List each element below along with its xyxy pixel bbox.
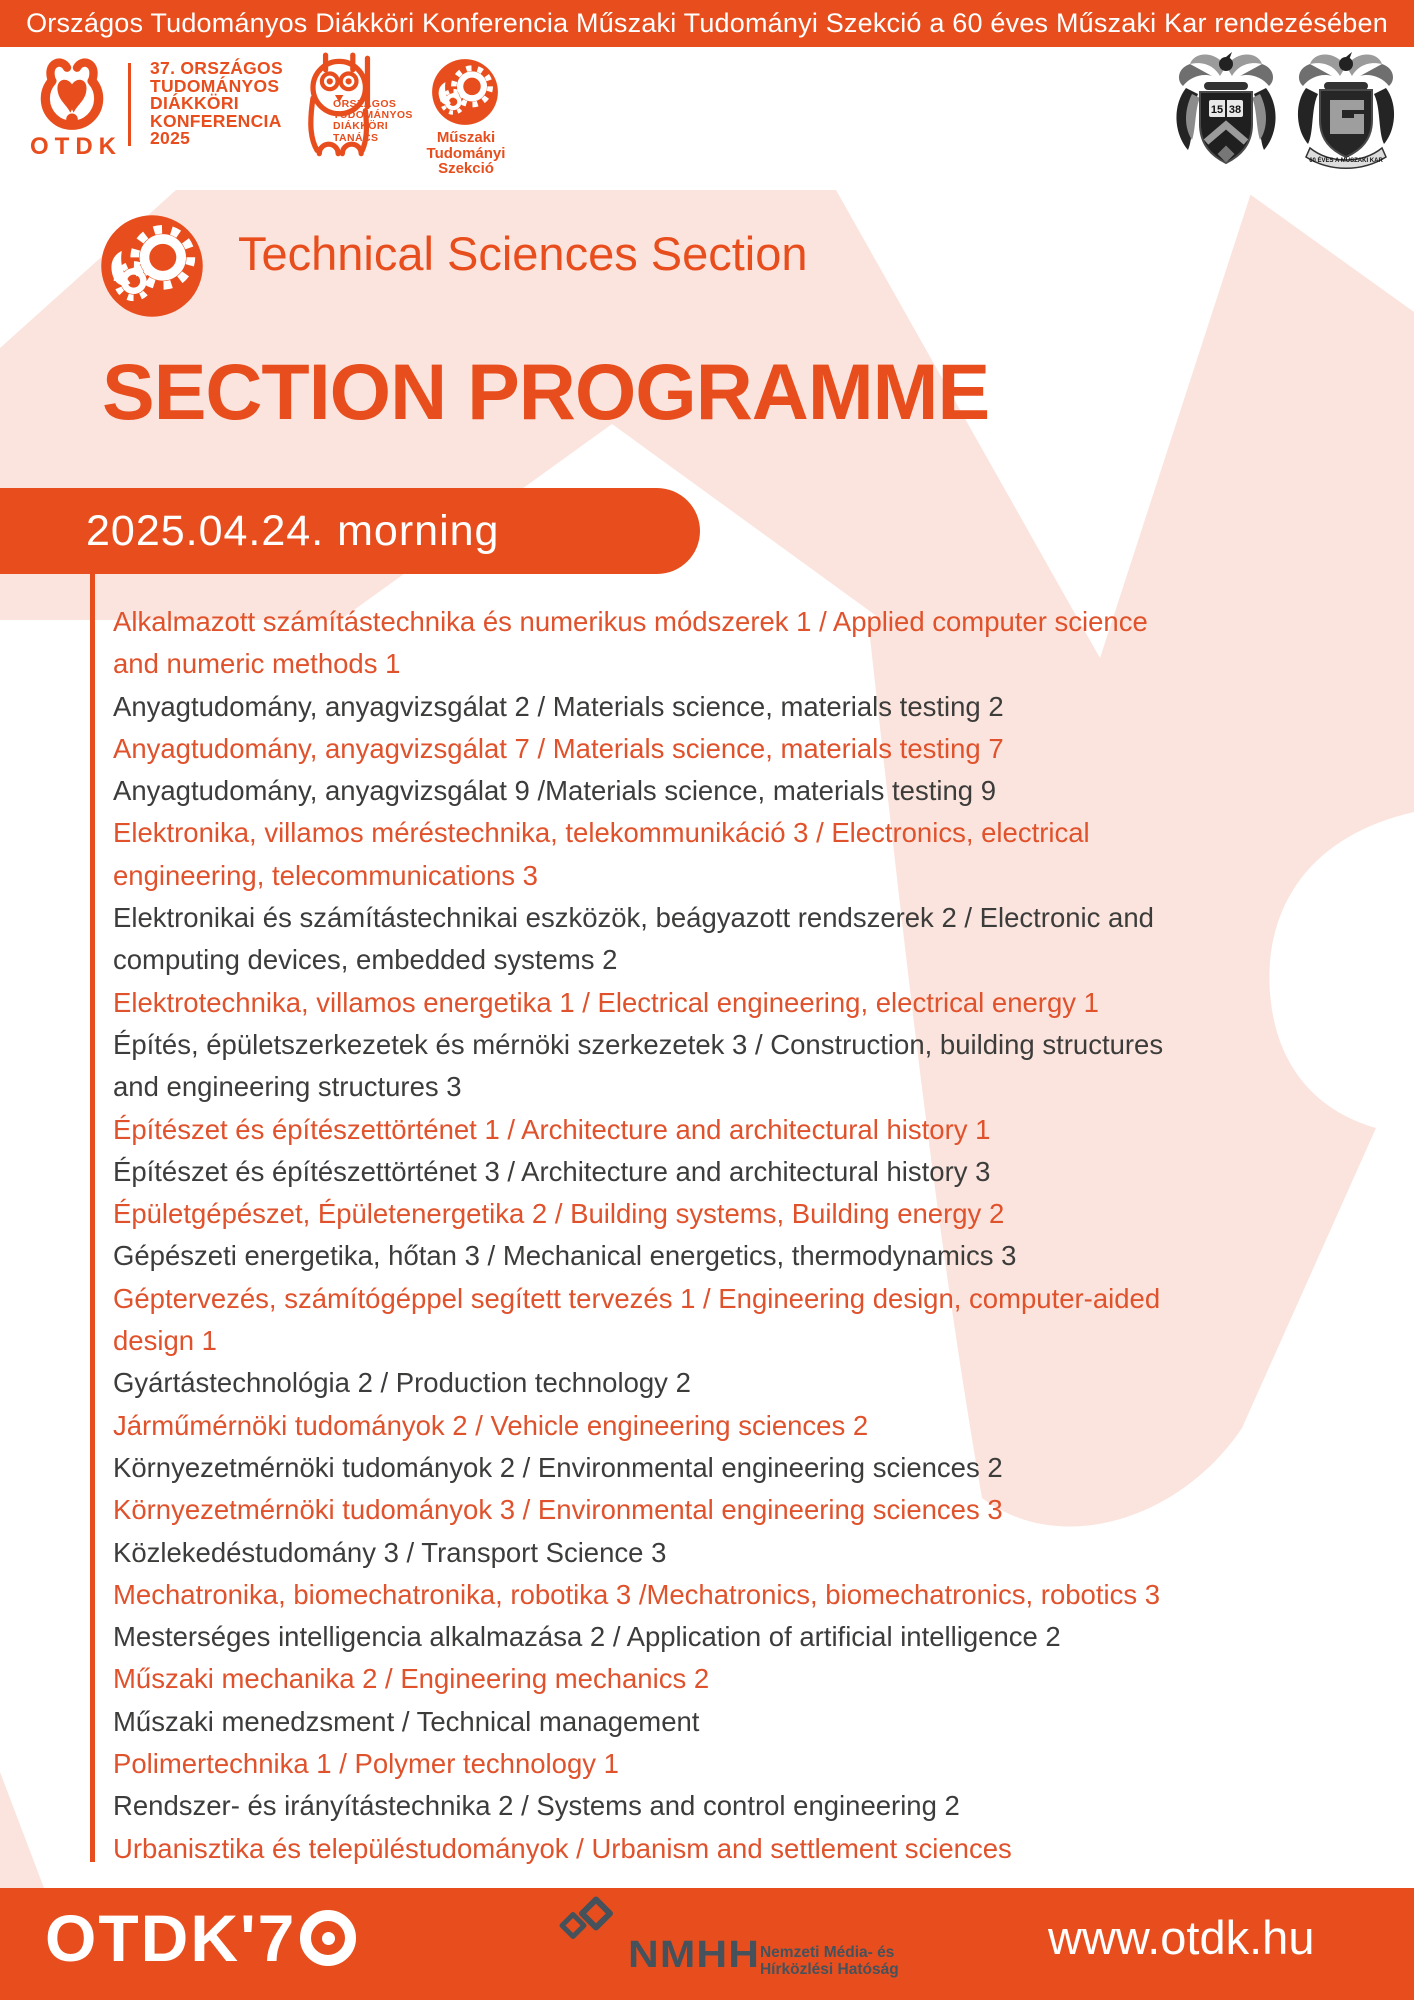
session-item xyxy=(113,1405,1405,1447)
nmhh-name-line: Nemzeti Média- és xyxy=(759,1944,895,1961)
session-item xyxy=(113,1278,1405,1363)
session-line: Gépészeti energetika, hőtan 3 / Mechanical energetics, thermodynamics 3 xyxy=(113,1240,1017,1272)
session-item xyxy=(113,1109,1405,1151)
owl-text-line: TUDOMÁNYOS xyxy=(333,109,413,122)
session-item xyxy=(113,982,1405,1024)
conference-line: 2025 xyxy=(150,128,191,149)
session-line: Mechatronika, biomechatronika, robotika 3 /Mechatronics, biomechatronics, robotics 3 xyxy=(113,1578,1161,1610)
session-line: Járműmérnöki tudományok 2 / Vehicle engineering sciences 2 xyxy=(113,1409,869,1441)
section-title: Technical Sciences Section xyxy=(238,227,808,280)
session-item xyxy=(113,812,1405,897)
session-line: Alkalmazott számítástechnika és numerikus módszerek 1 / Applied computer science xyxy=(113,606,1148,637)
session-item xyxy=(113,1658,1405,1700)
session-line: Műszaki menedzsment / Technical management xyxy=(113,1705,700,1737)
session-item xyxy=(113,770,1405,812)
session-item xyxy=(113,897,1405,982)
conference-title-block xyxy=(150,60,283,148)
header-divider xyxy=(128,63,131,146)
session-line: Építészet és építészettörténet 3 / Architecture and architectural history 3 xyxy=(113,1155,991,1187)
session-line: Műszaki mechanika 2 / Engineering mechanics 2 xyxy=(113,1663,710,1695)
session-item xyxy=(113,1447,1405,1489)
programme-title: SECTION PROGRAMME xyxy=(102,347,990,436)
crest-book-year-right: 38 xyxy=(1228,104,1242,116)
session-item xyxy=(113,1785,1405,1827)
session-line: Környezetmérnöki tudományok 2 / Environmental engineering sciences 2 xyxy=(113,1451,1003,1483)
section-logo-line: Műszaki Tudományi xyxy=(426,129,506,162)
session-line: Rendszer- és irányítástechnika 2 / Systems and control engineering 2 xyxy=(113,1790,960,1822)
session-list xyxy=(113,601,1405,1870)
session-line: Közlekedéstudomány 3 / Transport Science 3 xyxy=(113,1536,667,1568)
university-crest-icon xyxy=(1166,48,1286,174)
technical-section-logo-icon xyxy=(430,57,500,127)
crest-book-year-left: 15 xyxy=(1210,104,1224,116)
owl-text-line: DIÁKKÖRI xyxy=(333,120,389,133)
date-banner xyxy=(0,488,700,574)
session-line: Anyagtudomány, anyagvizsgálat 7 / Materials science, materials testing 7 xyxy=(113,732,1004,764)
session-line: Urbanisztika és településtudományok / Urbanism and settlement sciences xyxy=(113,1832,1012,1864)
session-item xyxy=(113,1616,1405,1658)
session-line: Anyagtudomány, anyagvizsgálat 2 / Materials science, materials testing 2 xyxy=(113,690,1004,722)
session-item xyxy=(113,1574,1405,1616)
session-line: Épületgépészet, Épületenergetika 2 / Building systems, Building energy 2 xyxy=(113,1198,1005,1230)
nmhh-name xyxy=(760,1944,899,1978)
session-line: and engineering structures 3 xyxy=(113,1071,462,1103)
session-item xyxy=(113,1362,1405,1404)
session-line: Mesterséges intelligencia alkalmazása 2 / Application of artificial intelligence 2 xyxy=(113,1621,1061,1653)
session-line: Építészet és építészettörténet 1 / Architecture and architectural history 1 xyxy=(113,1113,991,1145)
session-line: design 1 xyxy=(113,1325,217,1357)
session-line: and numeric methods 1 xyxy=(113,648,401,680)
session-line: Elektronikai és számítástechnikai eszközök, beágyazott rendszerek 2 / Electronic and xyxy=(113,902,1154,934)
session-line: Polimertechnika 1 / Polymer technology 1 xyxy=(113,1748,619,1780)
owl-text-line: ORSZÁGOS xyxy=(333,98,397,110)
owl-logo-text xyxy=(333,99,413,144)
date-banner-text: 2025.04.24. morning xyxy=(86,506,500,555)
nmhh-logo xyxy=(556,1892,899,1978)
top-banner xyxy=(0,0,1414,47)
otdk70-text: OTDK'7 xyxy=(45,1901,297,1975)
conference-line: KONFERENCIA xyxy=(150,110,282,131)
owl-text-line: TANÁCS xyxy=(333,131,379,144)
nmhh-name-line: Hírközlési Hatóság xyxy=(759,1961,899,1978)
session-item xyxy=(113,1701,1405,1743)
session-line: Gyártástechnológia 2 / Production technology 2 xyxy=(113,1367,691,1399)
technical-section-logo-label xyxy=(398,130,534,177)
session-item xyxy=(113,1193,1405,1235)
otdk70-zero-target-glyph xyxy=(300,1910,356,1966)
session-item xyxy=(113,1151,1405,1193)
conference-line: DIÁKKÖRI xyxy=(150,93,239,114)
nmhh-squares-icon xyxy=(556,1892,626,1950)
crest-ribbon-text: 60 ÉVES A MŰSZAKI KAR xyxy=(1309,158,1383,164)
session-item xyxy=(113,686,1405,728)
session-line: computing devices, embedded systems 2 xyxy=(113,944,618,976)
otdk70-logo xyxy=(45,1901,356,1975)
session-line: Elektrotechnika, villamos energetika 1 / Electrical engineering, electrical energy 1 xyxy=(113,986,1099,1018)
session-item xyxy=(113,1024,1405,1109)
conference-line: 37. ORSZÁGOS xyxy=(150,58,283,78)
technical-sciences-gear-icon xyxy=(98,212,206,320)
session-item xyxy=(113,728,1405,770)
session-line: Elektronika, villamos méréstechnika, telekommunikáció 3 / Electronics, electrical xyxy=(113,817,1090,849)
conference-line: TUDOMÁNYOS xyxy=(150,75,280,96)
session-item xyxy=(113,1743,1405,1785)
session-line: Környezetmérnöki tudományok 3 / Environmental engineering sciences 3 xyxy=(113,1494,1003,1526)
session-item xyxy=(113,1235,1405,1277)
session-item xyxy=(113,1489,1405,1531)
session-line: Építés, épületszerkezetek és mérnöki szerkezetek 3 / Construction, building structures xyxy=(113,1028,1164,1060)
session-line: Géptervezés, számítógéppel segített tervezés 1 / Engineering design, computer-aided xyxy=(113,1282,1161,1314)
section-logo-line: Szekció xyxy=(438,160,494,177)
top-banner-text: Országos Tudományos Diákköri Konferencia Műszaki Tudományi Szekció a 60 éves Műszaki Kar rendezésében xyxy=(26,8,1388,38)
otdk-tulip-logo-icon xyxy=(28,56,116,136)
session-item xyxy=(113,1532,1405,1574)
session-line: engineering, telecommunications 3 xyxy=(113,859,538,891)
otdk-logo-label: OTDK xyxy=(30,133,122,160)
faculty-crest-icon xyxy=(1290,48,1402,174)
session-list-rule xyxy=(90,574,95,1862)
session-line: Anyagtudomány, anyagvizsgálat 9 /Materials science, materials testing 9 xyxy=(113,775,996,807)
session-item xyxy=(113,601,1405,686)
session-item xyxy=(113,1828,1405,1870)
website-link[interactable]: www.otdk.hu xyxy=(1048,1911,1315,1964)
nmhh-acronym: NMHH xyxy=(628,1934,761,1976)
